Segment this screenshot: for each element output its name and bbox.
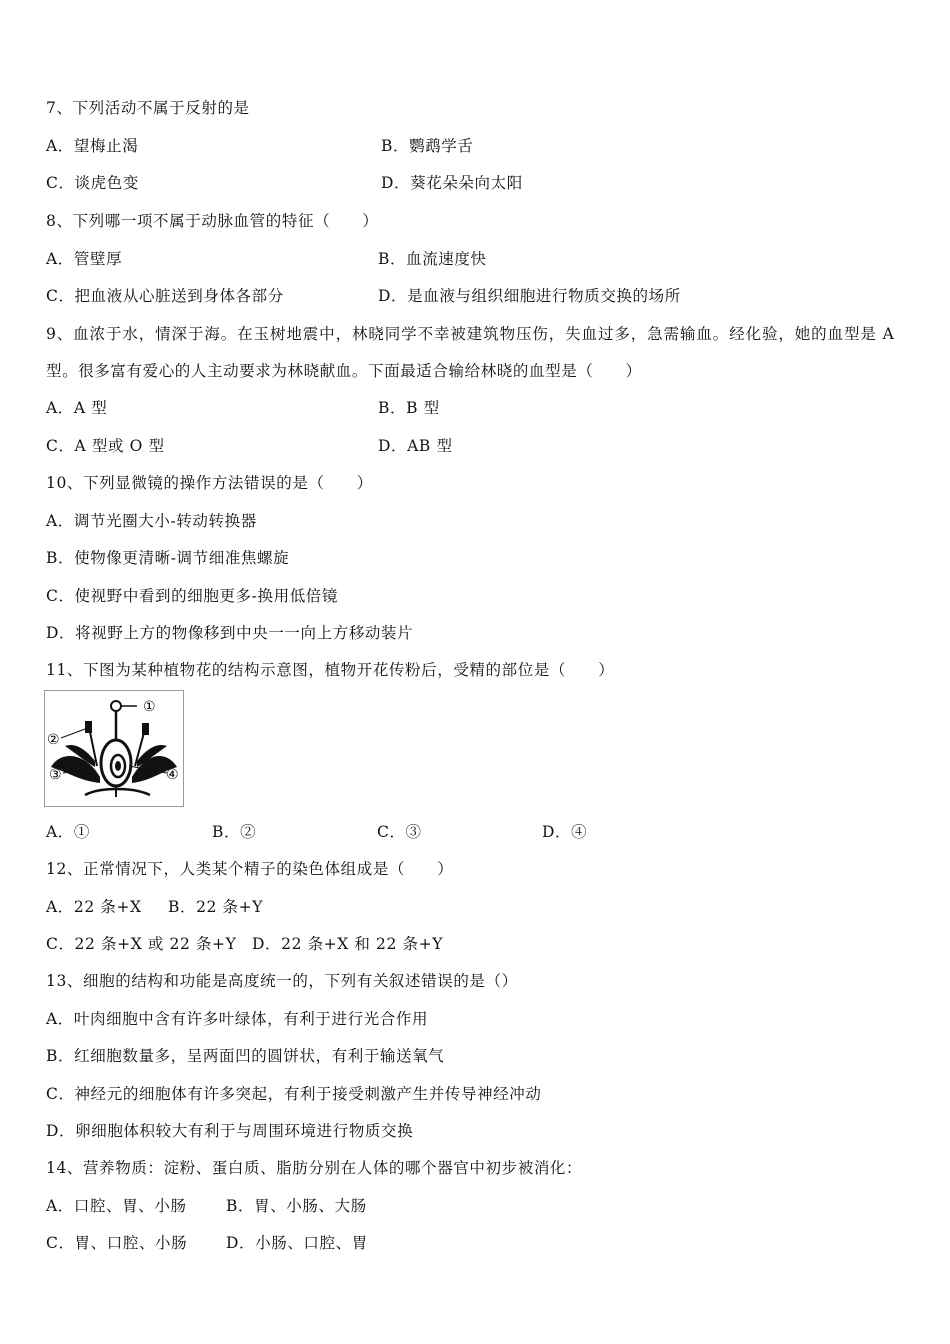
question-13-option-a: A．叶肉细胞中含有许多叶绿体，有利于进行光合作用 [46,1010,429,1028]
question-10-stem: 10、下列显微镜的操作方法错误的是（ ） [46,474,373,492]
question-10-option-b: B．使物像更清晰-调节细准焦螺旋 [46,549,290,567]
question-13-option-d: D．卵细胞体积较大有利于与周围环境进行物质交换 [46,1122,414,1140]
question-10-option-d: D．将视野上方的物像移到中央一一向上方移动装片 [46,624,414,642]
question-9-option-d: D．AB 型 [378,437,453,455]
question-14-stem: 14、营养物质：淀粉、蛋白质、脂肪分别在人体的哪个器官中初步被消化： [46,1159,583,1177]
question-12-option-a: A．22 条+X [46,898,142,916]
question-9-stem-line-2: 型。很多富有爱心的人主动要求为林晓献血。下面最适合输给林晓的血型是（ ） [46,362,642,380]
flower-structure-svg [45,691,183,806]
question-7-option-a: A．望梅止渴 [46,137,139,155]
question-11-option-c: C．③ [377,823,422,841]
question-12-option-d: D．22 条+X 和 22 条+Y [252,935,444,953]
question-10-option-c: C．使视野中看到的细胞更多-换用低倍镜 [46,587,338,605]
question-7-stem: 7、下列活动不属于反射的是 [46,99,250,117]
question-8-stem: 8、下列哪一项不属于动脉血管的特征（ ） [46,212,379,230]
question-7-option-d: D．葵花朵朵向太阳 [381,174,523,192]
question-14-option-b: B．胃、小肠、大肠 [226,1197,367,1215]
question-12-option-c: C．22 条+X 或 22 条+Y [46,935,237,953]
question-14-option-a: A．口腔、胃、小肠 [46,1197,187,1215]
question-13-option-c: C．神经元的细胞体有许多突起，有利于接受刺激产生并传导神经冲动 [46,1085,542,1103]
flower-structure-diagram [44,690,184,807]
question-12-stem: 12、正常情况下，人类某个精子的染色体组成是（ ） [46,860,454,878]
question-13-option-b: B．红细胞数量多，呈两面凹的圆饼状，有利于输送氧气 [46,1047,445,1065]
question-9-stem-line-1: 9、血浓于水，情深于海。在玉树地震中，林晓同学不幸被建筑物压伤，失血过多，急需输血。经化验，她的血型是 A [46,325,895,343]
question-8-option-b: B．血流速度快 [378,250,487,268]
figure-label-4: ④ [166,767,179,783]
figure-label-1: ① [143,699,156,715]
question-8-option-c: C．把血液从心脏送到身体各部分 [46,287,284,305]
question-10-option-a: A．调节光圈大小-转动转换器 [46,512,257,530]
question-11-stem: 11、下图为某种植物花的结构示意图，植物开花传粉后，受精的部位是（ ） [46,661,615,679]
question-11-option-b: B．② [212,823,257,841]
question-14-option-d: D．小肠、口腔、胃 [226,1234,368,1252]
question-9-option-c: C．A 型或 O 型 [46,437,165,455]
question-8-option-a: A．管壁厚 [46,250,123,268]
question-12-option-b: B．22 条+Y [168,898,264,916]
figure-label-2: ② [47,732,60,748]
question-13-stem: 13、细胞的结构和功能是高度统一的，下列有关叙述错误的是（） [46,972,518,990]
question-7-option-b: B．鹦鹉学舌 [381,137,474,155]
figure-label-3: ③ [49,767,62,783]
question-14-option-c: C．胃、口腔、小肠 [46,1234,188,1252]
question-11-option-a: A．① [46,823,90,841]
question-7-option-c: C．谈虎色变 [46,174,139,192]
question-9-option-b: B．B 型 [378,399,440,417]
question-8-option-d: D．是血液与组织细胞进行物质交换的场所 [378,287,681,305]
question-11-option-d: D．④ [542,823,588,841]
question-9-option-a: A．A 型 [46,399,108,417]
